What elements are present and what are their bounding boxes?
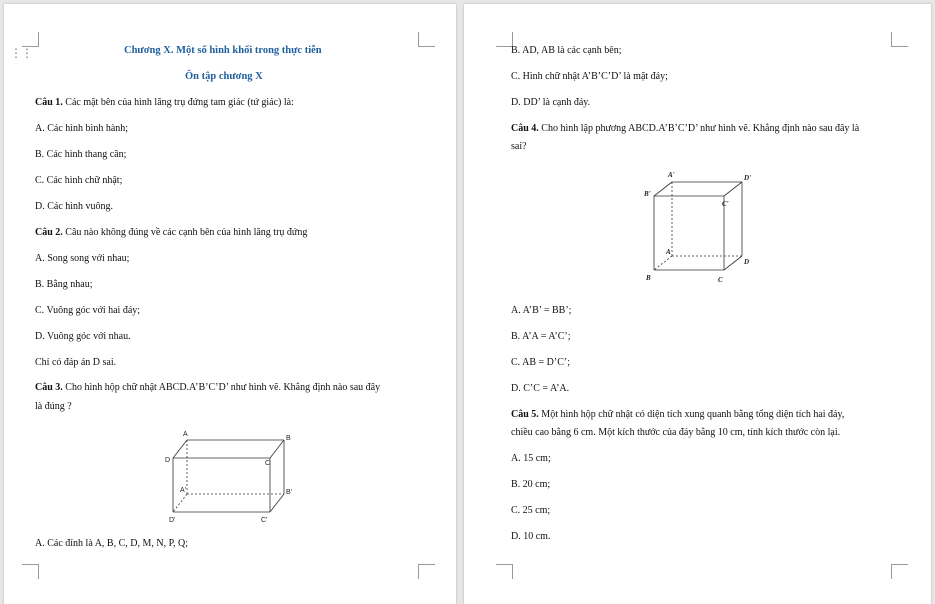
chapter-subtitle: Ôn tập chương X [185,71,263,82]
question-label: Câu 4. [511,123,539,134]
option-text: B. Các hình thang cân; [35,149,127,160]
page-corner-mark [891,32,908,47]
option-text: A. Song song với nhau; [35,253,130,264]
document-page-left [4,4,456,604]
question-text-continued: sai? [511,141,527,152]
option-text: D. C’C = A’A. [511,383,570,394]
vertex-label: B [646,274,651,282]
option-text: A. Các hình bình hành; [35,123,129,134]
question-text-continued: là đúng ? [35,401,72,412]
vertex-label: B [286,435,291,442]
option-text: A. 15 cm; [511,453,551,464]
vertex-label: D [744,258,750,266]
question-label: Câu 5. [511,409,539,420]
cube-figure [642,166,762,291]
question-text-continued: chiều cao bằng 6 cm. Một kích thước của đáy bằng 10 cm, tính kích thước còn lại. [511,427,841,438]
question-label: Câu 3. [35,382,63,393]
question-4 [511,122,859,135]
question-text: Câu nào không đúng về các cạnh bên của hình lăng trụ đứng [65,227,308,238]
page-corner-mark [496,564,513,579]
question-1 [35,96,294,109]
vertex-label: D' [169,517,176,524]
question-text: Một hình hộp chữ nhật có diện tích xung quanh bằng tổng diện tích hai đáy, [541,409,845,420]
vertex-label: A' [668,171,675,179]
option-text: C. AB = D’C’; [511,357,570,368]
vertex-label: A [666,248,671,256]
page-corner-mark [891,564,908,579]
cuboid-figure [159,426,299,531]
vertex-label: B' [644,190,651,198]
question-label: Câu 1. [35,97,63,108]
question-text: Cho hình lập phương ABCD.A’B’C’D’ như hình vẽ. Khẳng định nào sau đây là [541,123,860,134]
vertex-label: A [183,431,188,438]
option-text: B. 20 cm; [511,479,551,490]
option-text: B. A’A = A’C’; [511,331,571,342]
question-5 [511,408,844,421]
question-text: Các mặt bên của hình lăng trụ đứng tam giác (tứ giác) là: [65,97,294,108]
page-corner-mark [418,32,435,47]
option-text: D. 10 cm. [511,531,551,542]
option-text: B. Bằng nhau; [35,279,93,290]
option-text: C. 25 cm; [511,505,551,516]
page-corner-mark [418,564,435,579]
option-text: C. Hình chữ nhật A’B’C’D’ là mặt đáy; [511,71,668,82]
drag-handle-icon[interactable]: ⋮⋮ [10,46,32,60]
page-corner-mark [22,32,39,47]
option-text: D. DD’ là cạnh đáy. [511,97,591,108]
option-text: B. AD, AB là các cạnh bên; [511,45,622,56]
option-text: A. Các đỉnh là A, B, C, D, M, N, P, Q; [35,538,189,549]
vertex-label: C' [722,200,729,208]
vertex-label: A' [180,487,187,494]
chapter-title: Chương X. Một số hình khối trong thực tiễn [124,45,322,56]
vertex-label: C' [261,517,268,524]
question-text: Cho hình hộp chữ nhật ABCD.A’B’C’D’ như hình vẽ. Khẳng định nào sau đây [65,382,381,393]
vertex-label: B' [286,489,293,496]
answer-note: Chỉ có đáp án D sai. [35,357,117,368]
option-text: D. Vuông góc với nhau. [35,331,131,342]
question-label: Câu 2. [35,227,63,238]
vertex-label: D' [744,174,751,182]
question-2 [35,226,307,239]
document-page-right [464,4,931,604]
question-3 [35,381,380,394]
option-text: D. Các hình vuông. [35,201,114,212]
vertex-label: C [718,276,723,284]
option-text: C. Vuông góc với hai đáy; [35,305,141,316]
vertex-label: D [165,457,171,464]
option-text: A. A’B’ = BB’; [511,305,572,316]
vertex-label: C [265,460,271,467]
page-corner-mark [22,564,39,579]
option-text: C. Các hình chữ nhật; [35,175,123,186]
